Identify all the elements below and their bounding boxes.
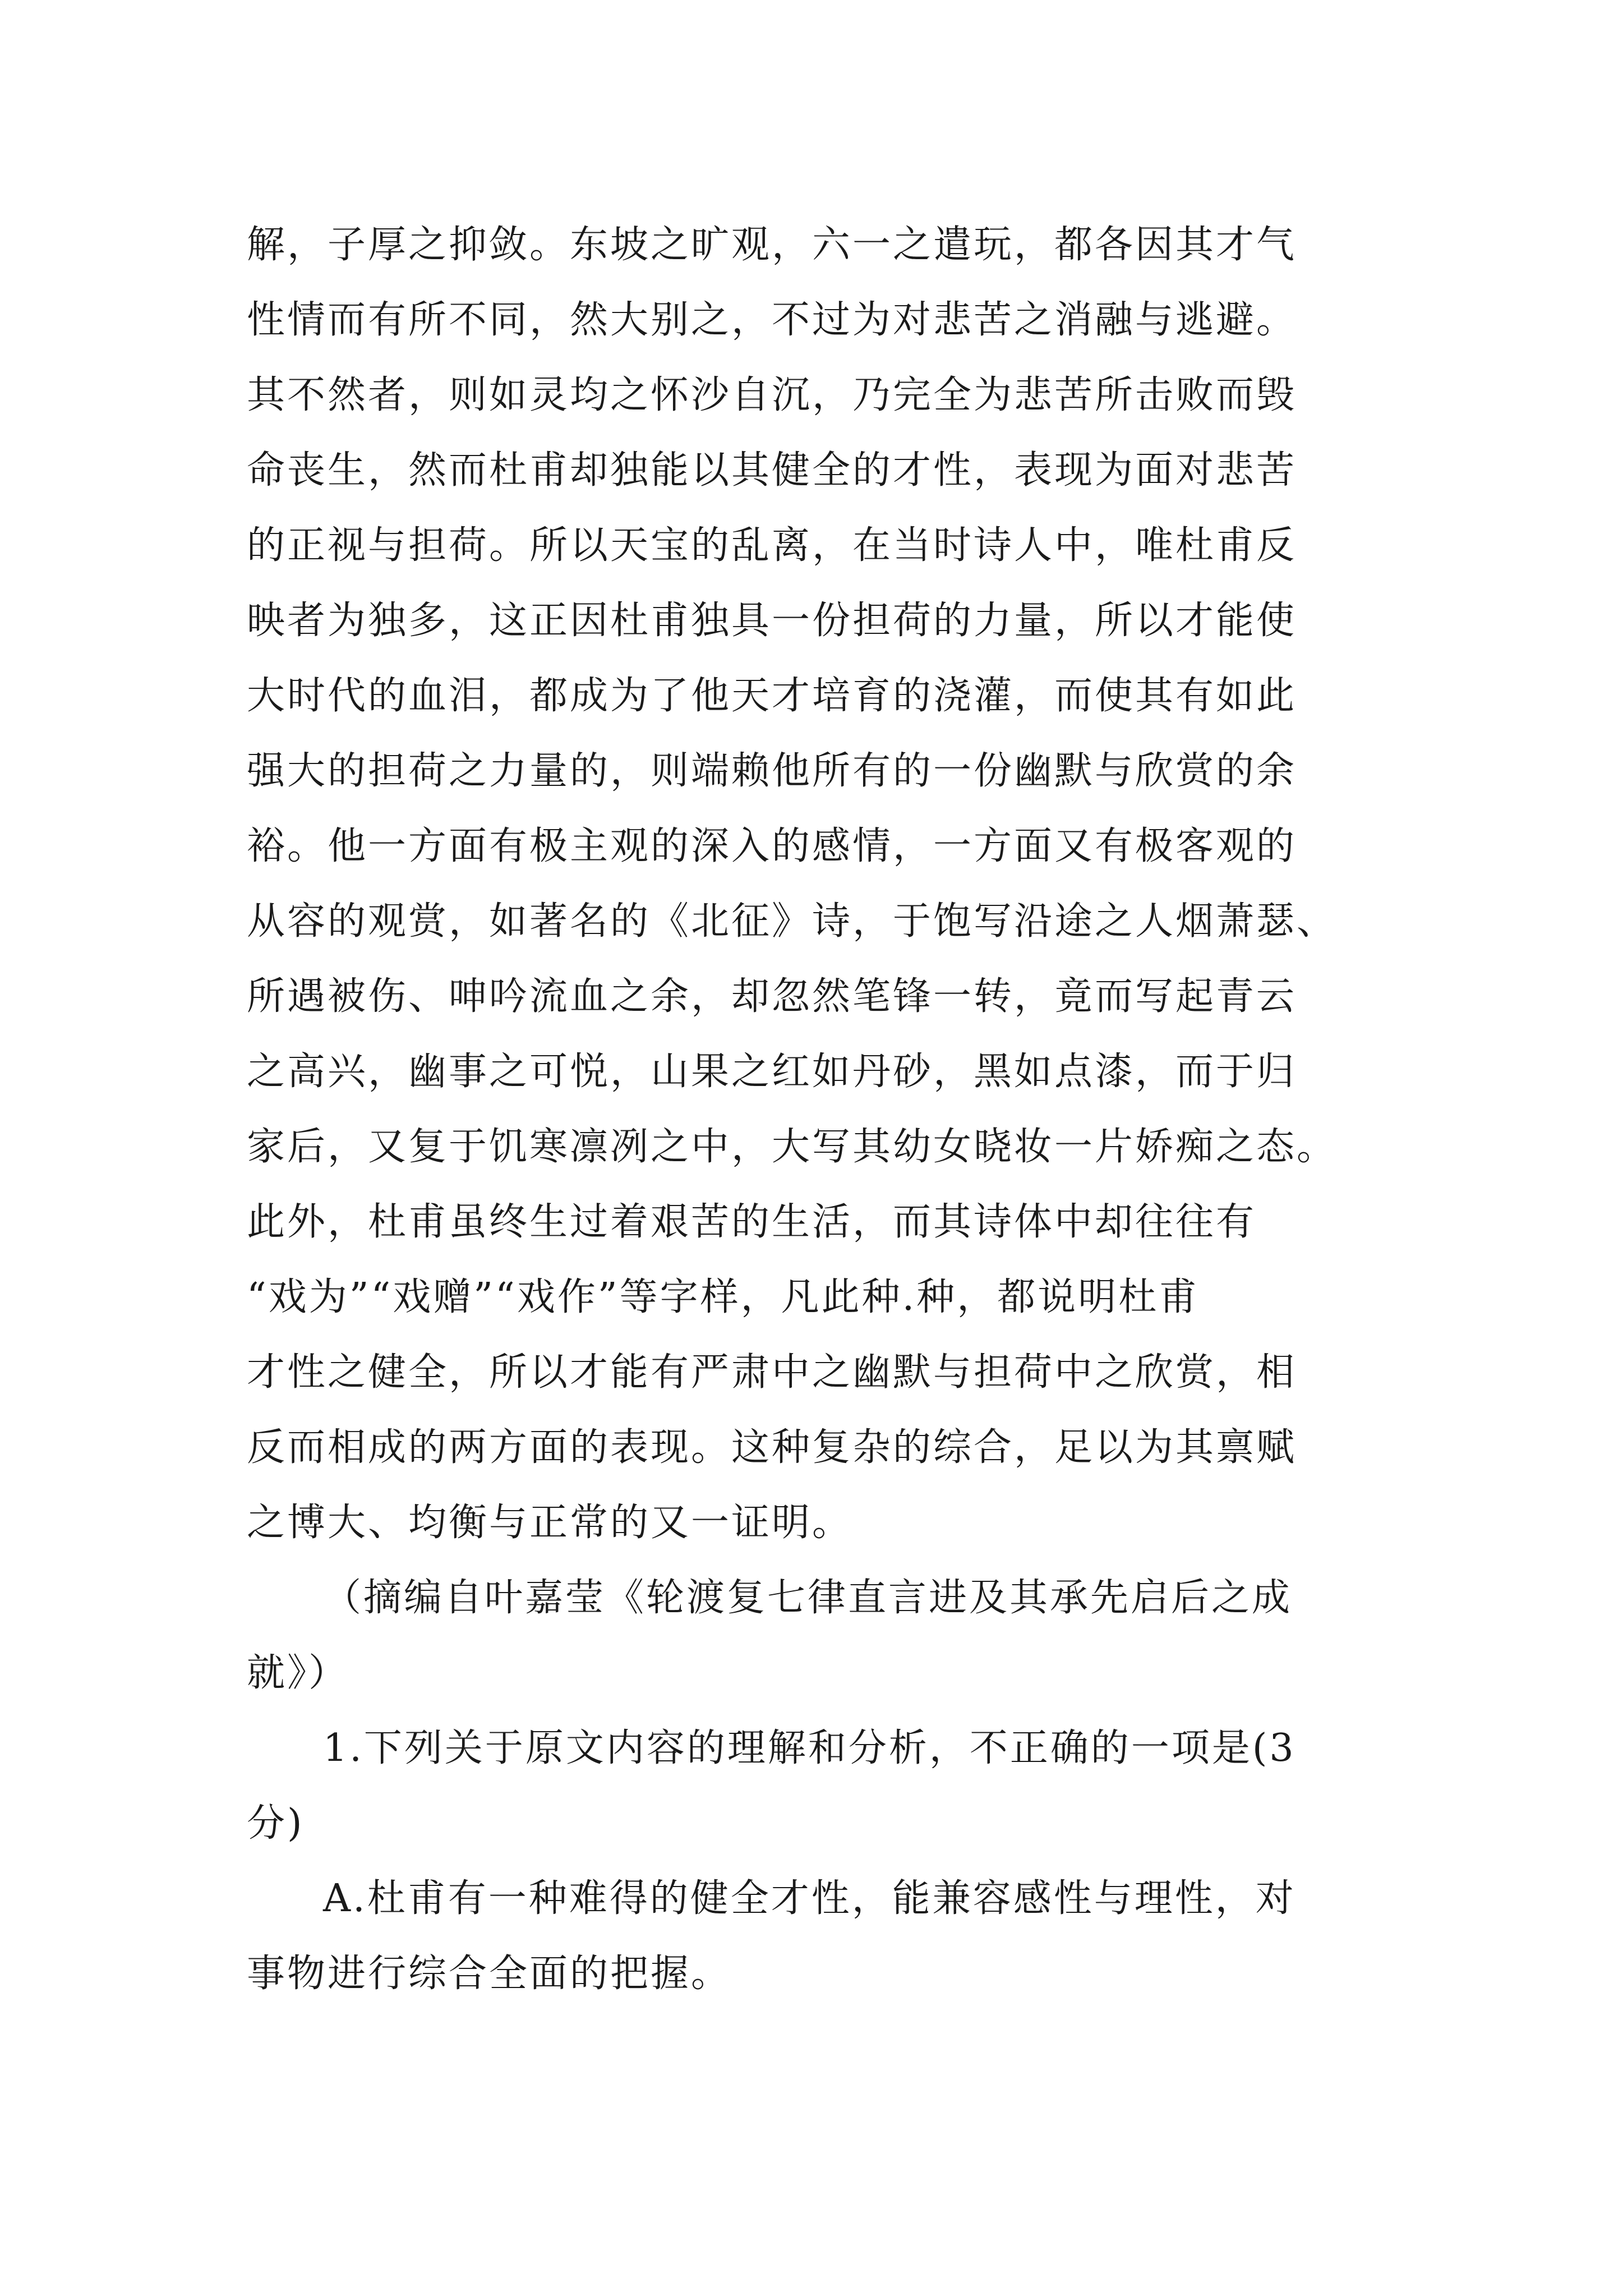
body-paragraph [247, 208, 1391, 1561]
source-citation [247, 1561, 1391, 1711]
option-a [247, 1861, 1391, 2012]
source-line: 就》） [247, 1651, 349, 1695]
body-line: 映者为独多，这正因杜甫独具一份担荷的力量，所以才能使 [247, 599, 1297, 643]
option-line: A.杜甫有一种难得的健全才性，能兼容感性与理性，对 [323, 1876, 1296, 1921]
body-line: 裕。他一方面有极主观的深入的感情，一方面又有极客观的 [247, 824, 1297, 868]
body-line: 之高兴，幽事之可悦，山果之红如丹砂，黑如点漆，而于归 [247, 1050, 1297, 1094]
body-line: 命丧生，然而杜甫却独能以其健全的才性，表现为面对悲苦 [247, 448, 1297, 493]
body-line: 才性之健全，所以才能有严肃中之幽默与担荷中之欣赏，相 [247, 1350, 1297, 1395]
body-line: 解，子厚之抑敛。东坡之旷观，六一之遣玩，都各因其才气 [247, 223, 1297, 267]
option-line: 事物进行综合全面的把握。 [247, 1952, 732, 1996]
source-line: （摘编自叶嘉莹《轮渡复七律直言进及其承先启后之成 [323, 1576, 1293, 1620]
question-line: 分) [247, 1801, 305, 1846]
body-line: 所遇被伤、呻吟流血之余，却忽然笔锋一转，竟而写起青云 [247, 974, 1297, 1019]
body-line: “戏为”“戏赠”“戏作”等字样，凡此种.种，都说明杜甫 [247, 1275, 1200, 1319]
body-line: 从容的观赏，如著名的《北征》诗，于饱写沿途之人烟萧瑟、 [247, 899, 1338, 944]
body-line: 其不然者，则如灵均之怀沙自沉，乃完全为悲苦所击败而毁 [247, 373, 1297, 417]
text-block [247, 208, 1391, 2012]
body-line: 此外，杜甫虽终生过着艰苦的生活，而其诗体中却往往有 [247, 1200, 1257, 1244]
question-1 [247, 1711, 1391, 1861]
body-line: 反而相成的两方面的表现。这种复杂的综合，足以为其禀赋 [247, 1425, 1297, 1470]
body-line: 的正视与担荷。所以天宝的乱离，在当时诗人中，唯杜甫反 [247, 523, 1297, 568]
body-line: 家后，又复于饥寒凛冽之中，大写其幼女晓妆一片娇痴之态。 [247, 1125, 1338, 1169]
body-line: 性情而有所不同，然大别之，不过为对悲苦之消融与逃避。 [247, 298, 1297, 342]
body-line: 之博大、均衡与正常的又一证明。 [247, 1501, 853, 1545]
body-line: 强大的担荷之力量的，则端赖他所有的一份幽默与欣赏的余 [247, 749, 1297, 793]
question-line: 1.下列关于原文内容的理解和分析，不正确的一项是(3 [323, 1726, 1296, 1770]
body-line: 大时代的血泪，都成为了他天才培育的浇灌，而使其有如此 [247, 674, 1297, 718]
